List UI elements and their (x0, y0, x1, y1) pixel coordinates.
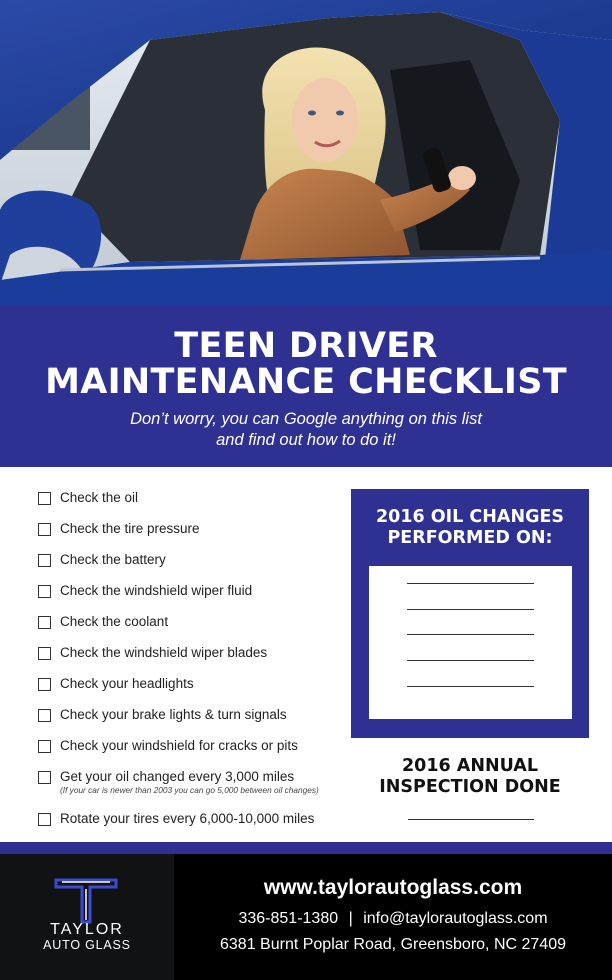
checklist-item (38, 674, 358, 705)
oil-changes-title-line-2: PERFORMED ON: (387, 528, 553, 548)
checklist-item (38, 736, 358, 767)
logo-name: TAYLOR (50, 921, 124, 938)
checklist-item-label: Check the battery (60, 552, 166, 567)
checklist-item (38, 550, 358, 581)
teen-driver-illustration (0, 0, 612, 305)
checkbox[interactable] (38, 813, 51, 826)
checklist-item (38, 488, 358, 519)
checklist-item-label: Check the oil (60, 490, 139, 505)
write-in-line[interactable] (407, 609, 534, 610)
checklist-item-label: Check the tire pressure (60, 521, 200, 536)
subtitle-line-1: Don’t worry, you can Google anything on this list (130, 410, 482, 428)
contact-line (174, 908, 612, 930)
website-link[interactable]: www.taylorautoglass.com (263, 876, 523, 899)
checkbox[interactable] (38, 709, 51, 722)
checkbox[interactable] (38, 740, 51, 753)
checkbox[interactable] (38, 523, 51, 536)
checklist-item-label: Rotate your tires every 6,000-10,000 miles (60, 811, 315, 826)
checkbox[interactable] (38, 771, 51, 784)
write-in-line[interactable] (407, 660, 534, 661)
phone-number[interactable]: 336-851-1380 (238, 910, 339, 927)
write-in-line[interactable] (407, 583, 534, 584)
subtitle-line-2: and find out how to do it! (216, 431, 396, 449)
inspection-write-in-line[interactable] (408, 819, 534, 820)
hero-photo (0, 0, 612, 305)
page-title-line-1: TEEN DRIVER (174, 326, 438, 366)
title-banner (0, 305, 612, 467)
checklist-item (38, 809, 358, 840)
checklist-item-label: Check the windshield wiper fluid (60, 583, 253, 598)
checklist-item-label (60, 767, 319, 795)
checklist-item (38, 612, 358, 643)
email-link[interactable]: info@taylorautoglass.com (363, 910, 548, 927)
checkbox[interactable] (38, 585, 51, 598)
checklist-item-main: Get your oil changed every 3,000 miles (60, 769, 295, 784)
inspection-title-line-2: INSPECTION DONE (379, 777, 561, 797)
checklist-item-label: Check your brake lights & turn signals (60, 707, 287, 722)
checkbox[interactable] (38, 492, 51, 505)
taylor-logo-icon (54, 878, 118, 924)
write-in-line[interactable] (407, 634, 534, 635)
checkbox[interactable] (38, 616, 51, 629)
write-in-line[interactable] (407, 686, 534, 687)
checklist-item (38, 643, 358, 674)
checklist-item-label: Check the coolant (60, 614, 169, 629)
contact-separator: | (348, 910, 353, 927)
maintenance-checklist (38, 488, 358, 840)
checklist-item-label: Check the windshield wiper blades (60, 645, 268, 660)
inspection-title-line-1: 2016 ANNUAL (401, 756, 538, 776)
checklist-item-label: Check your headlights (60, 676, 194, 691)
inspection-title (351, 756, 589, 798)
checklist-item (38, 705, 358, 736)
checkbox[interactable] (38, 647, 51, 660)
checklist-item-note: (If your car is newer than 2003 you can go 5,000 between oil changes) (60, 785, 319, 795)
checklist-item (38, 767, 358, 809)
footer-stripe (0, 842, 612, 854)
checkbox[interactable] (38, 678, 51, 691)
address: 6381 Burnt Poplar Road, Greensboro, NC 27409 (220, 936, 566, 953)
checklist-item (38, 581, 358, 612)
checkbox[interactable] (38, 554, 51, 567)
oil-changes-box (351, 489, 589, 738)
logo-subtitle: AUTO GLASS (43, 938, 131, 952)
page-title-line-2: MAINTENANCE CHECKLIST (45, 362, 567, 402)
oil-changes-title (351, 489, 589, 549)
checklist-item (38, 519, 358, 550)
checklist-item-label: Check your windshield for cracks or pits (60, 738, 298, 753)
oil-changes-title-line-1: 2016 OIL CHANGES (375, 507, 565, 527)
oil-changes-entry-area (369, 566, 572, 719)
